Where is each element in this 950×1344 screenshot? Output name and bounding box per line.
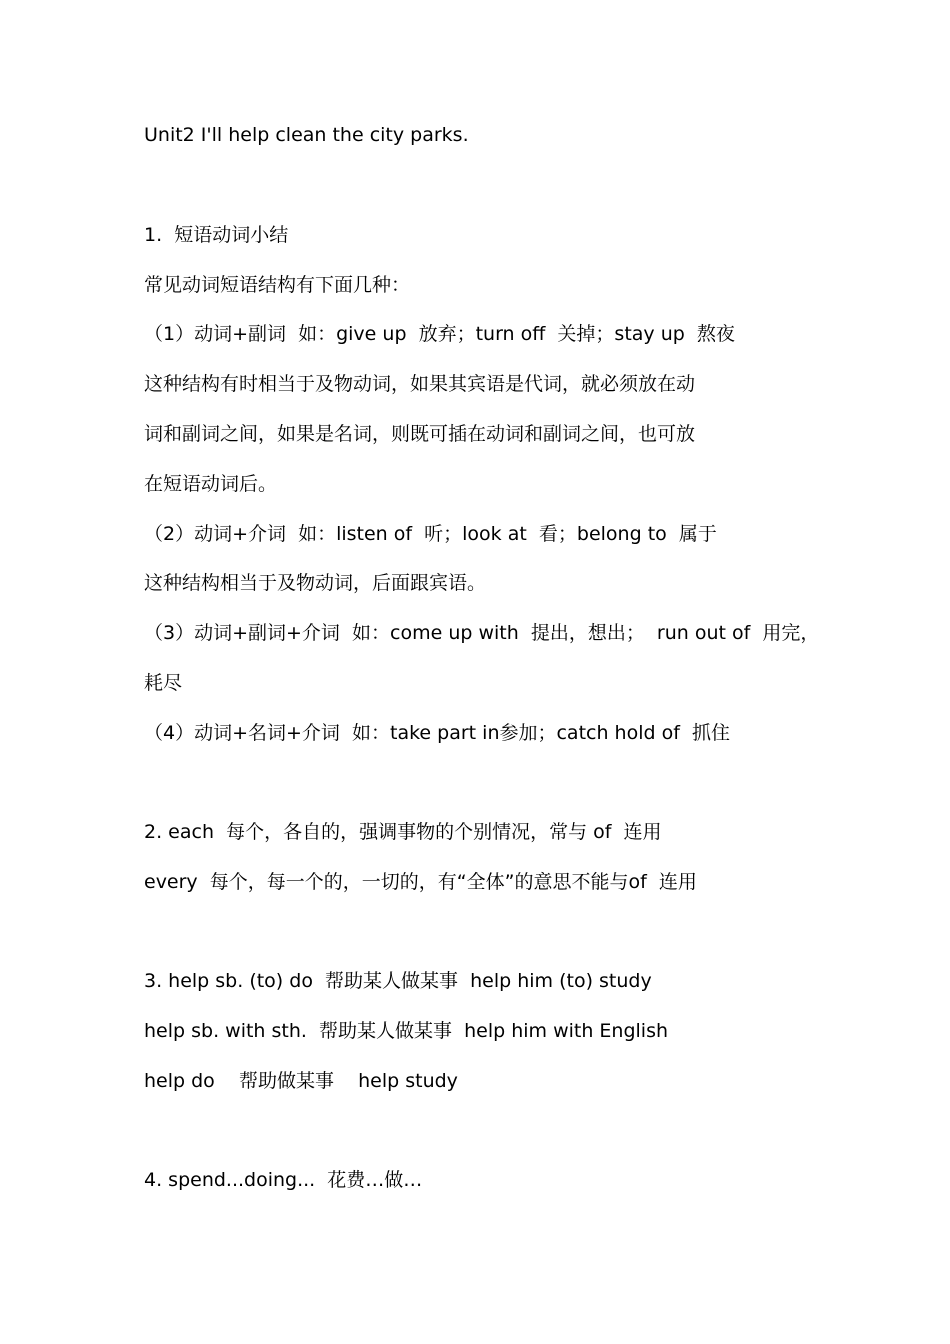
section-heading-help: 3. help sb. (to) do 帮助某人做某事 help him (to) study	[144, 970, 652, 992]
section-heading-each: 2. each 每个，各自的，强调事物的个别情况，常与 of 连用	[144, 821, 662, 843]
section-heading-phrasal-verbs: 1. 短语动词小结	[144, 224, 289, 246]
section-heading-spend: 4. spend...doing... 花费…做…	[144, 1169, 423, 1191]
document-title: Unit2 I'll help clean the city parks.	[144, 124, 469, 146]
text-line: 这种结构相当于及物动词，后面跟宾语。	[144, 572, 487, 594]
text-line: （1）动词+副词 如：give up 放弃；turn off 关掉；stay up 熬夜	[144, 323, 735, 345]
text-line: every 每个，每一个的，一切的，有“全体”的意思不能与of 连用	[144, 871, 697, 893]
text-line: （2）动词+介词 如：listen of 听；look at 看；belong to 属于	[144, 523, 717, 545]
text-line: 这种结构有时相当于及物动词，如果其宾语是代词，就必须放在动	[144, 373, 696, 395]
text-line: 常见动词短语结构有下面几种：	[144, 274, 411, 296]
text-line: 在短语动词后。	[144, 473, 278, 495]
text-line: （4）动词+名词+介词 如：take part in参加；catch hold of 抓住	[144, 722, 730, 744]
text-line: help do 帮助做某事 help study	[144, 1070, 458, 1092]
text-line: （3）动词+副词+介词 如：come up with 提出，想出； run out of 用完，	[144, 622, 820, 644]
text-line: help sb. with sth. 帮助某人做某事 help him with English	[144, 1020, 669, 1042]
text-line: 词和副词之间，如果是名词，则既可插在动词和副词之间，也可放	[144, 423, 696, 445]
text-line: 耗尽	[144, 672, 183, 694]
